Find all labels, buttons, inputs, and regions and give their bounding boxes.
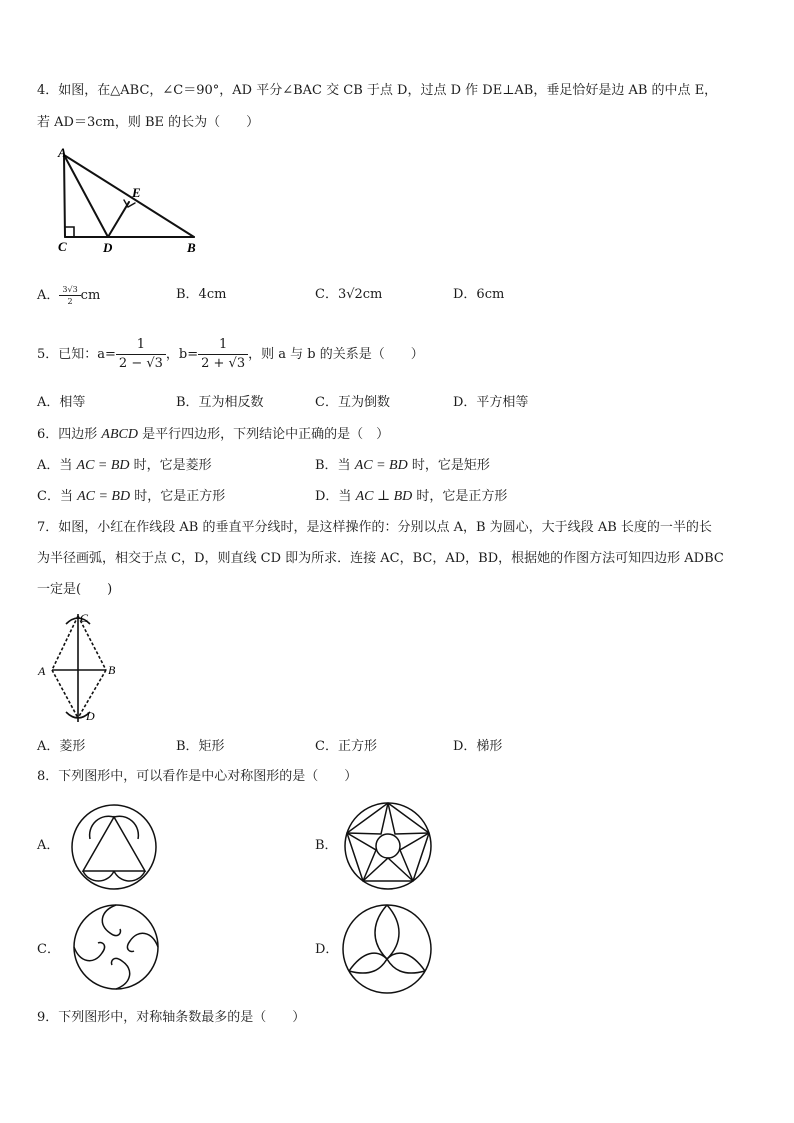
q5-option-b[interactable]: B．互为相反数 bbox=[176, 395, 264, 410]
q4-label-a: A bbox=[58, 145, 67, 160]
q7-label-b: B bbox=[108, 663, 116, 677]
q8-option-d-label[interactable]: D． bbox=[315, 942, 339, 957]
q6-stem: 6．四边形 ABCD 是平行四边形，下列结论中正确的是（ ） bbox=[37, 427, 390, 442]
q4-triangle-figure bbox=[52, 145, 212, 257]
q8-option-d-figure[interactable] bbox=[341, 903, 433, 995]
q7-option-d[interactable]: D．梯形 bbox=[453, 739, 503, 754]
q4-label-c: C bbox=[58, 239, 67, 254]
q8-option-b-figure[interactable] bbox=[342, 801, 434, 891]
q4-label-e: E bbox=[132, 185, 141, 200]
q4-option-d[interactable]: D．6cm bbox=[453, 287, 505, 302]
q8-option-a-label[interactable]: A． bbox=[37, 838, 60, 853]
q4-option-a-fraction: $\frac{3√3}{2}$ bbox=[59, 285, 80, 306]
q5-fraction-a: $\frac{1}{2 - √3}$ bbox=[116, 337, 166, 372]
q5-option-d[interactable]: D．平方相等 bbox=[453, 395, 529, 410]
q7-rhombus-figure bbox=[36, 608, 136, 728]
q5-stem: 5．已知：a= $\frac{1}{2 - √3}$ ，b= $\frac{1}{2 + √3}$ ，则 a 与 b 的关系是（ ） bbox=[37, 337, 424, 371]
q5-option-c[interactable]: C．互为倒数 bbox=[315, 395, 390, 410]
q5-option-a[interactable]: A．相等 bbox=[37, 395, 86, 410]
q5-fraction-b: $\frac{1}{2 + √3}$ bbox=[198, 337, 248, 372]
q8-option-b-label[interactable]: B． bbox=[315, 838, 338, 853]
q7-stem-line1: 7．如图，小红在作线段 AB 的垂直平分线时，是这样操作的：分别以点 A，B 为圆心，大于线段 AB 长度的一半的长 bbox=[37, 520, 712, 535]
q6-option-a[interactable]: A．当 AC = BD 时，它是菱形 bbox=[37, 458, 212, 473]
q4-option-b[interactable]: B．4cm bbox=[176, 287, 227, 302]
q4-option-c[interactable]: C．3√2cm bbox=[315, 287, 383, 302]
q8-option-c-label[interactable]: C． bbox=[37, 942, 60, 957]
q7-label-a: A bbox=[38, 664, 46, 678]
q7-option-a[interactable]: A．菱形 bbox=[37, 739, 86, 754]
q6-option-c[interactable]: C．当 AC = BD 时，它是正方形 bbox=[37, 489, 226, 504]
q4-option-a[interactable]: A． $\frac{3√3}{2}$ cm bbox=[37, 285, 101, 306]
q9-stem: 9．下列图形中，对称轴条数最多的是（ ） bbox=[37, 1010, 306, 1025]
q4-stem-line1: 4．如图，在△ABC，∠C＝90°，AD 平分∠BAC 交 CB 于点 D，过点 D 作 DE⊥AB，垂足恰好是边 AB 的中点 E， bbox=[37, 83, 718, 98]
q7-stem-line2: 为半径画弧，相交于点 C，D，则直线 CD 即为所求．连接 AC，BC，AD，BD，根据她的作图方法可知四边形 ADBC bbox=[37, 551, 724, 566]
q7-stem-line3: 一定是( ) bbox=[37, 582, 113, 597]
q4-stem-line2: 若 AD＝3cm，则 BE 的长为（ ） bbox=[37, 115, 260, 130]
q7-label-c: C bbox=[80, 611, 89, 625]
q4-label-d: D bbox=[103, 240, 113, 255]
q4-label-b: B bbox=[187, 240, 196, 255]
q6-option-b[interactable]: B．当 AC = BD 时，它是矩形 bbox=[315, 458, 490, 473]
q7-option-b[interactable]: B．矩形 bbox=[176, 739, 225, 754]
q6-option-d[interactable]: D．当 AC ⊥ BD 时，它是正方形 bbox=[315, 489, 508, 504]
q8-option-c-figure[interactable] bbox=[70, 903, 162, 991]
q7-option-c[interactable]: C．正方形 bbox=[315, 739, 377, 754]
q8-stem: 8．下列图形中，可以看作是中心对称图形的是（ ） bbox=[37, 769, 358, 784]
q7-label-d: D bbox=[86, 709, 95, 723]
q8-option-a-figure[interactable] bbox=[68, 804, 160, 890]
